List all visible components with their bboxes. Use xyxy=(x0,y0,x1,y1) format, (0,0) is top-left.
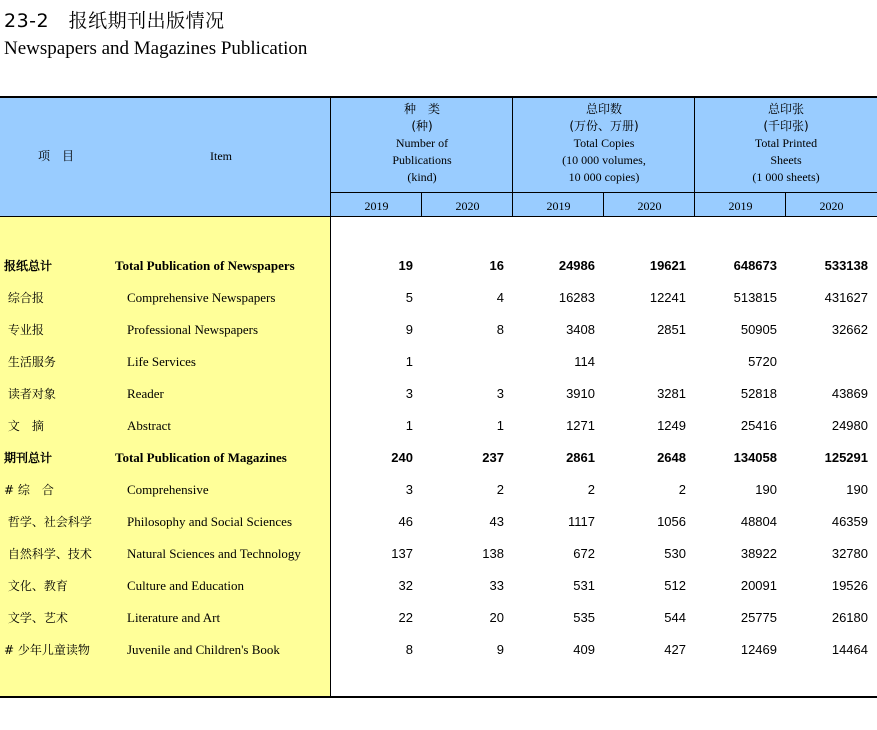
row-value: 190 xyxy=(755,482,777,497)
row-value: 20091 xyxy=(740,578,777,593)
row-label-en: Abstract xyxy=(127,418,172,433)
row-label-cn: 综合报 xyxy=(4,291,44,305)
row-value: 1056 xyxy=(657,514,686,529)
row-label-en: Juvenile and Children's Book xyxy=(127,642,280,657)
row-value: 5720 xyxy=(748,354,777,369)
row-value: 2 xyxy=(678,482,686,497)
table-row xyxy=(0,384,877,404)
row-value: 533138 xyxy=(824,258,868,273)
row-value: 50905 xyxy=(740,322,777,337)
row-value: 137 xyxy=(391,546,413,561)
row-value: 535 xyxy=(573,610,595,625)
row-value: 12469 xyxy=(740,642,777,657)
row-value: 3 xyxy=(405,482,413,497)
row-value: 26180 xyxy=(831,610,868,625)
row-value: 12241 xyxy=(649,290,686,305)
sheets-header-line: Sheets xyxy=(770,153,802,167)
row-value: 32 xyxy=(398,578,413,593)
row-value: 3 xyxy=(496,386,504,401)
row-value: 43 xyxy=(489,514,504,529)
kinds-header-line: Publications xyxy=(392,153,452,167)
row-value: 8 xyxy=(496,322,504,337)
row-label-cn: 文学、艺术 xyxy=(4,611,68,625)
row-value: 32662 xyxy=(831,322,868,337)
row-value: 530 xyxy=(664,546,686,561)
row-value: 52818 xyxy=(740,386,777,401)
row-value: 427 xyxy=(664,642,686,657)
kinds-header-line: (kind) xyxy=(407,170,437,184)
row-value: 24986 xyxy=(558,258,595,273)
row-value: 48804 xyxy=(740,514,777,529)
table-title-cn: 23-2 报纸期刊出版情况 xyxy=(4,10,225,32)
row-value: 16 xyxy=(489,258,504,273)
item-en-header: Item xyxy=(210,149,232,163)
sheets-header-line: (1 000 sheets) xyxy=(752,170,820,184)
row-value: 1271 xyxy=(566,418,595,433)
row-value: 20 xyxy=(489,610,504,625)
kinds-header-line: 种 类 xyxy=(403,102,440,116)
copies-header-line: (万份、万册) xyxy=(569,119,639,133)
sheets-header-line: 总印张 xyxy=(767,102,804,116)
table-row xyxy=(0,608,877,628)
row-label-cn: 自然科学、技术 xyxy=(4,547,92,561)
row-value: 19526 xyxy=(831,578,868,593)
year-label: 2020 xyxy=(637,199,662,213)
header-divider xyxy=(330,192,877,193)
row-label-cn: 期刊总计 xyxy=(4,451,53,465)
table-row xyxy=(0,640,877,660)
row-value: 237 xyxy=(482,450,504,465)
row-value: 138 xyxy=(482,546,504,561)
row-label-cn: 报纸总计 xyxy=(4,259,53,273)
row-value: 125291 xyxy=(824,450,868,465)
copies-header-line: Total Copies xyxy=(573,136,635,150)
row-value: 22 xyxy=(398,610,413,625)
row-value: 24980 xyxy=(831,418,868,433)
row-value: 114 xyxy=(574,354,595,369)
copies-header-line: 总印数 xyxy=(585,102,622,116)
table-row xyxy=(0,512,877,532)
kinds-header-line: (种) xyxy=(411,119,433,133)
row-label-cn: 专业报 xyxy=(4,323,44,337)
row-value: 1 xyxy=(496,418,504,433)
row-value: 3 xyxy=(405,386,413,401)
row-label-en: Life Services xyxy=(127,354,196,369)
row-value: 2861 xyxy=(566,450,595,465)
row-value: 431627 xyxy=(824,290,868,305)
item-cn-header: 项 目 xyxy=(37,149,74,163)
row-value: 2851 xyxy=(657,322,686,337)
row-label-en: Philosophy and Social Sciences xyxy=(127,514,293,529)
row-label-cn: 文化、教育 xyxy=(4,579,68,593)
row-value: 46359 xyxy=(831,514,868,529)
table-row xyxy=(0,320,877,340)
row-value: 190 xyxy=(846,482,868,497)
row-value: 531 xyxy=(573,578,595,593)
row-value: 25416 xyxy=(740,418,777,433)
table-row xyxy=(0,288,877,308)
row-value: 544 xyxy=(664,610,686,625)
row-value: 1249 xyxy=(657,418,686,433)
row-value: 3281 xyxy=(657,386,686,401)
row-label-en: Total Publication of Magazines xyxy=(115,450,287,465)
row-value: 3910 xyxy=(566,386,595,401)
table-row xyxy=(0,416,877,436)
table-row xyxy=(0,256,877,276)
row-value: 38922 xyxy=(740,546,777,561)
row-value: 2648 xyxy=(657,450,686,465)
row-value: 43869 xyxy=(831,386,868,401)
row-value: 16283 xyxy=(558,290,595,305)
row-value: 32780 xyxy=(831,546,868,561)
row-value: 1 xyxy=(405,354,413,369)
row-label-en: Professional Newspapers xyxy=(127,322,259,337)
table-row xyxy=(0,448,877,468)
row-label-cn: 哲学、社会科学 xyxy=(4,515,92,529)
row-value: 5 xyxy=(405,290,413,305)
year-label: 2019 xyxy=(364,199,389,213)
kinds-header-line: Number of xyxy=(395,136,449,150)
copies-header-line: (10 000 volumes, xyxy=(562,153,646,167)
sheets-header-line: (千印张) xyxy=(763,119,809,133)
row-label-cn: # 少年儿童读物 xyxy=(4,643,90,657)
row-label-en: Comprehensive Newspapers xyxy=(127,290,276,305)
row-value: 1 xyxy=(405,418,413,433)
row-value: 2 xyxy=(496,482,504,497)
row-label-en: Natural Sciences and Technology xyxy=(127,546,301,561)
table-row xyxy=(0,576,877,596)
row-value: 1117 xyxy=(568,514,595,529)
row-value: 46 xyxy=(398,514,413,529)
row-label-en: Total Publication of Newspapers xyxy=(115,258,295,273)
row-label-cn: 文 摘 xyxy=(4,419,44,433)
sheets-header-line: Total Printed xyxy=(754,136,818,150)
row-label-en: Comprehensive xyxy=(127,482,209,497)
copies-header-line: 10 000 copies) xyxy=(568,170,640,184)
row-value: 9 xyxy=(405,322,413,337)
row-label-cn: 读者对象 xyxy=(4,387,56,401)
year-label: 2020 xyxy=(455,199,480,213)
row-value: 33 xyxy=(489,578,504,593)
row-value: 14464 xyxy=(831,642,868,657)
row-label-cn: # 综 合 xyxy=(4,483,54,497)
table-row xyxy=(0,544,877,564)
row-value: 2 xyxy=(587,482,595,497)
row-value: 8 xyxy=(405,642,413,657)
table-row xyxy=(0,352,877,372)
row-label-en: Reader xyxy=(127,386,164,401)
row-value: 25775 xyxy=(740,610,777,625)
year-label: 2019 xyxy=(728,199,753,213)
table-row xyxy=(0,480,877,500)
year-label: 2019 xyxy=(546,199,571,213)
row-label-cn: 生活服务 xyxy=(4,355,56,369)
table-title-en: Newspapers and Magazines Publication xyxy=(4,38,308,59)
row-value: 409 xyxy=(573,642,595,657)
row-value: 19621 xyxy=(649,258,686,273)
row-label-en: Literature and Art xyxy=(127,610,221,625)
table-bottom-rule xyxy=(0,696,877,698)
row-value: 134058 xyxy=(733,450,777,465)
row-value: 512 xyxy=(664,578,686,593)
row-value: 3408 xyxy=(566,322,595,337)
row-value: 9 xyxy=(496,642,504,657)
row-value: 19 xyxy=(398,258,413,273)
row-label-en: Culture and Education xyxy=(127,578,244,593)
row-value: 4 xyxy=(496,290,504,305)
row-value: 513815 xyxy=(733,290,777,305)
row-value: 240 xyxy=(391,450,413,465)
row-value: 648673 xyxy=(733,258,777,273)
row-value: 672 xyxy=(573,546,595,561)
year-label: 2020 xyxy=(819,199,844,213)
